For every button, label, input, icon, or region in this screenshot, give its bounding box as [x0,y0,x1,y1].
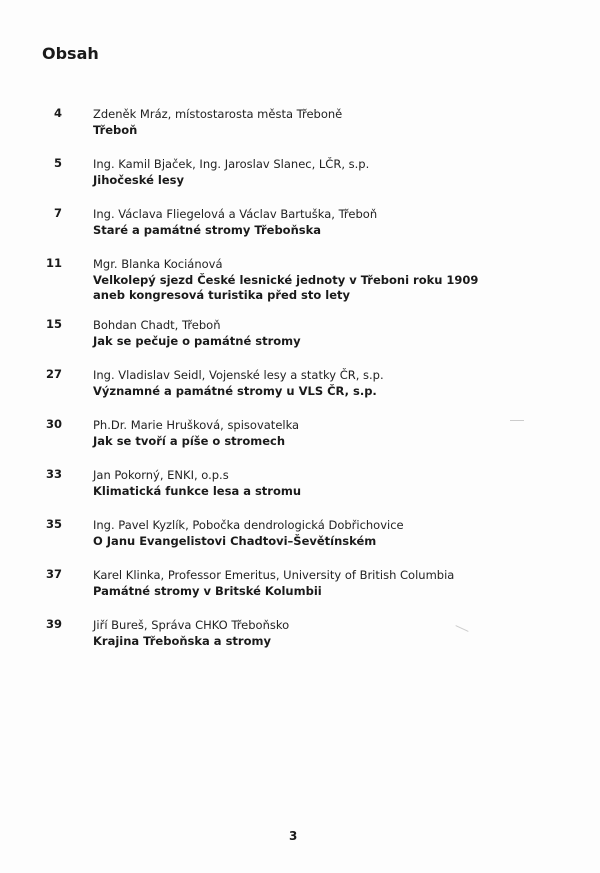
toc-title: Jak se pečuje o památné stromy [93,334,301,348]
toc-title: Velkolepý sjezd České lesnické jednoty v Třeboni roku 1909 aneb kongresová turistika před sto lety [93,273,479,302]
toc-entry [0,156,600,206]
table-of-contents [0,106,600,667]
toc-author: Karel Klinka, Professor Emeritus, University of British Columbia [93,568,455,582]
toc-author: Ing. Kamil Bjaček, Ing. Jaroslav Slanec, LČR, s.p. [93,157,370,171]
toc-entry [0,367,600,417]
toc-page-number: 30 [45,417,62,431]
toc-page-number: 37 [45,567,62,581]
toc-page-number: 35 [45,517,62,531]
toc-entry [0,317,600,367]
toc-entry [0,467,600,517]
toc-entry [0,417,600,467]
toc-title: Památné stromy v Britské Kolumbii [93,584,322,598]
toc-page-number: 4 [53,106,62,120]
toc-title: Jihočeské lesy [93,173,184,187]
toc-title: Třeboň [93,123,138,137]
page-number: 3 [289,829,298,843]
toc-title: O Janu Evangelistovi Chadtovi–Ševětínském [93,534,377,548]
toc-entry [0,256,600,317]
toc-author: Ph.Dr. Marie Hrušková, spisovatelka [93,418,300,432]
toc-entry [0,206,600,256]
toc-page-number: 27 [45,367,62,381]
toc-page-number: 11 [45,256,62,270]
scan-mark [510,420,524,421]
toc-author: Ing. Václava Fliegelová a Václav Bartuška, Třeboň [93,207,378,221]
toc-author: Ing. Pavel Kyzlík, Pobočka dendrologická Dobřichovice [93,518,404,532]
toc-author: Ing. Vladislav Seidl, Vojenské lesy a statky ČR, s.p. [93,368,384,382]
toc-author: Zdeněk Mráz, místostarosta města Třeboně [93,107,343,121]
toc-title: Významné a památné stromy u VLS ČR, s.p. [93,384,377,398]
toc-page-number: 33 [45,467,62,481]
toc-title: Staré a památné stromy Třeboňska [93,223,322,237]
toc-entry [0,617,600,667]
toc-author: Jiří Bureš, Správa CHKO Třeboňsko [93,618,290,632]
toc-entry [0,567,600,617]
toc-title: Krajina Třeboňska a stromy [93,634,271,648]
toc-title: Jak se tvoří a píše o stromech [93,434,286,448]
toc-page-number: 39 [45,617,62,631]
toc-author: Mgr. Blanka Kociánová [93,257,223,271]
toc-entry [0,517,600,567]
toc-page-number: 7 [53,206,62,220]
toc-page-number: 15 [45,317,62,331]
toc-entry [0,106,600,156]
toc-author: Bohdan Chadt, Třeboň [93,318,221,332]
toc-author: Jan Pokorný, ENKI, o.p.s [93,468,229,482]
toc-page-number: 5 [53,156,62,170]
toc-title: Klimatická funkce lesa a stromu [93,484,302,498]
page-title: Obsah [42,44,99,63]
